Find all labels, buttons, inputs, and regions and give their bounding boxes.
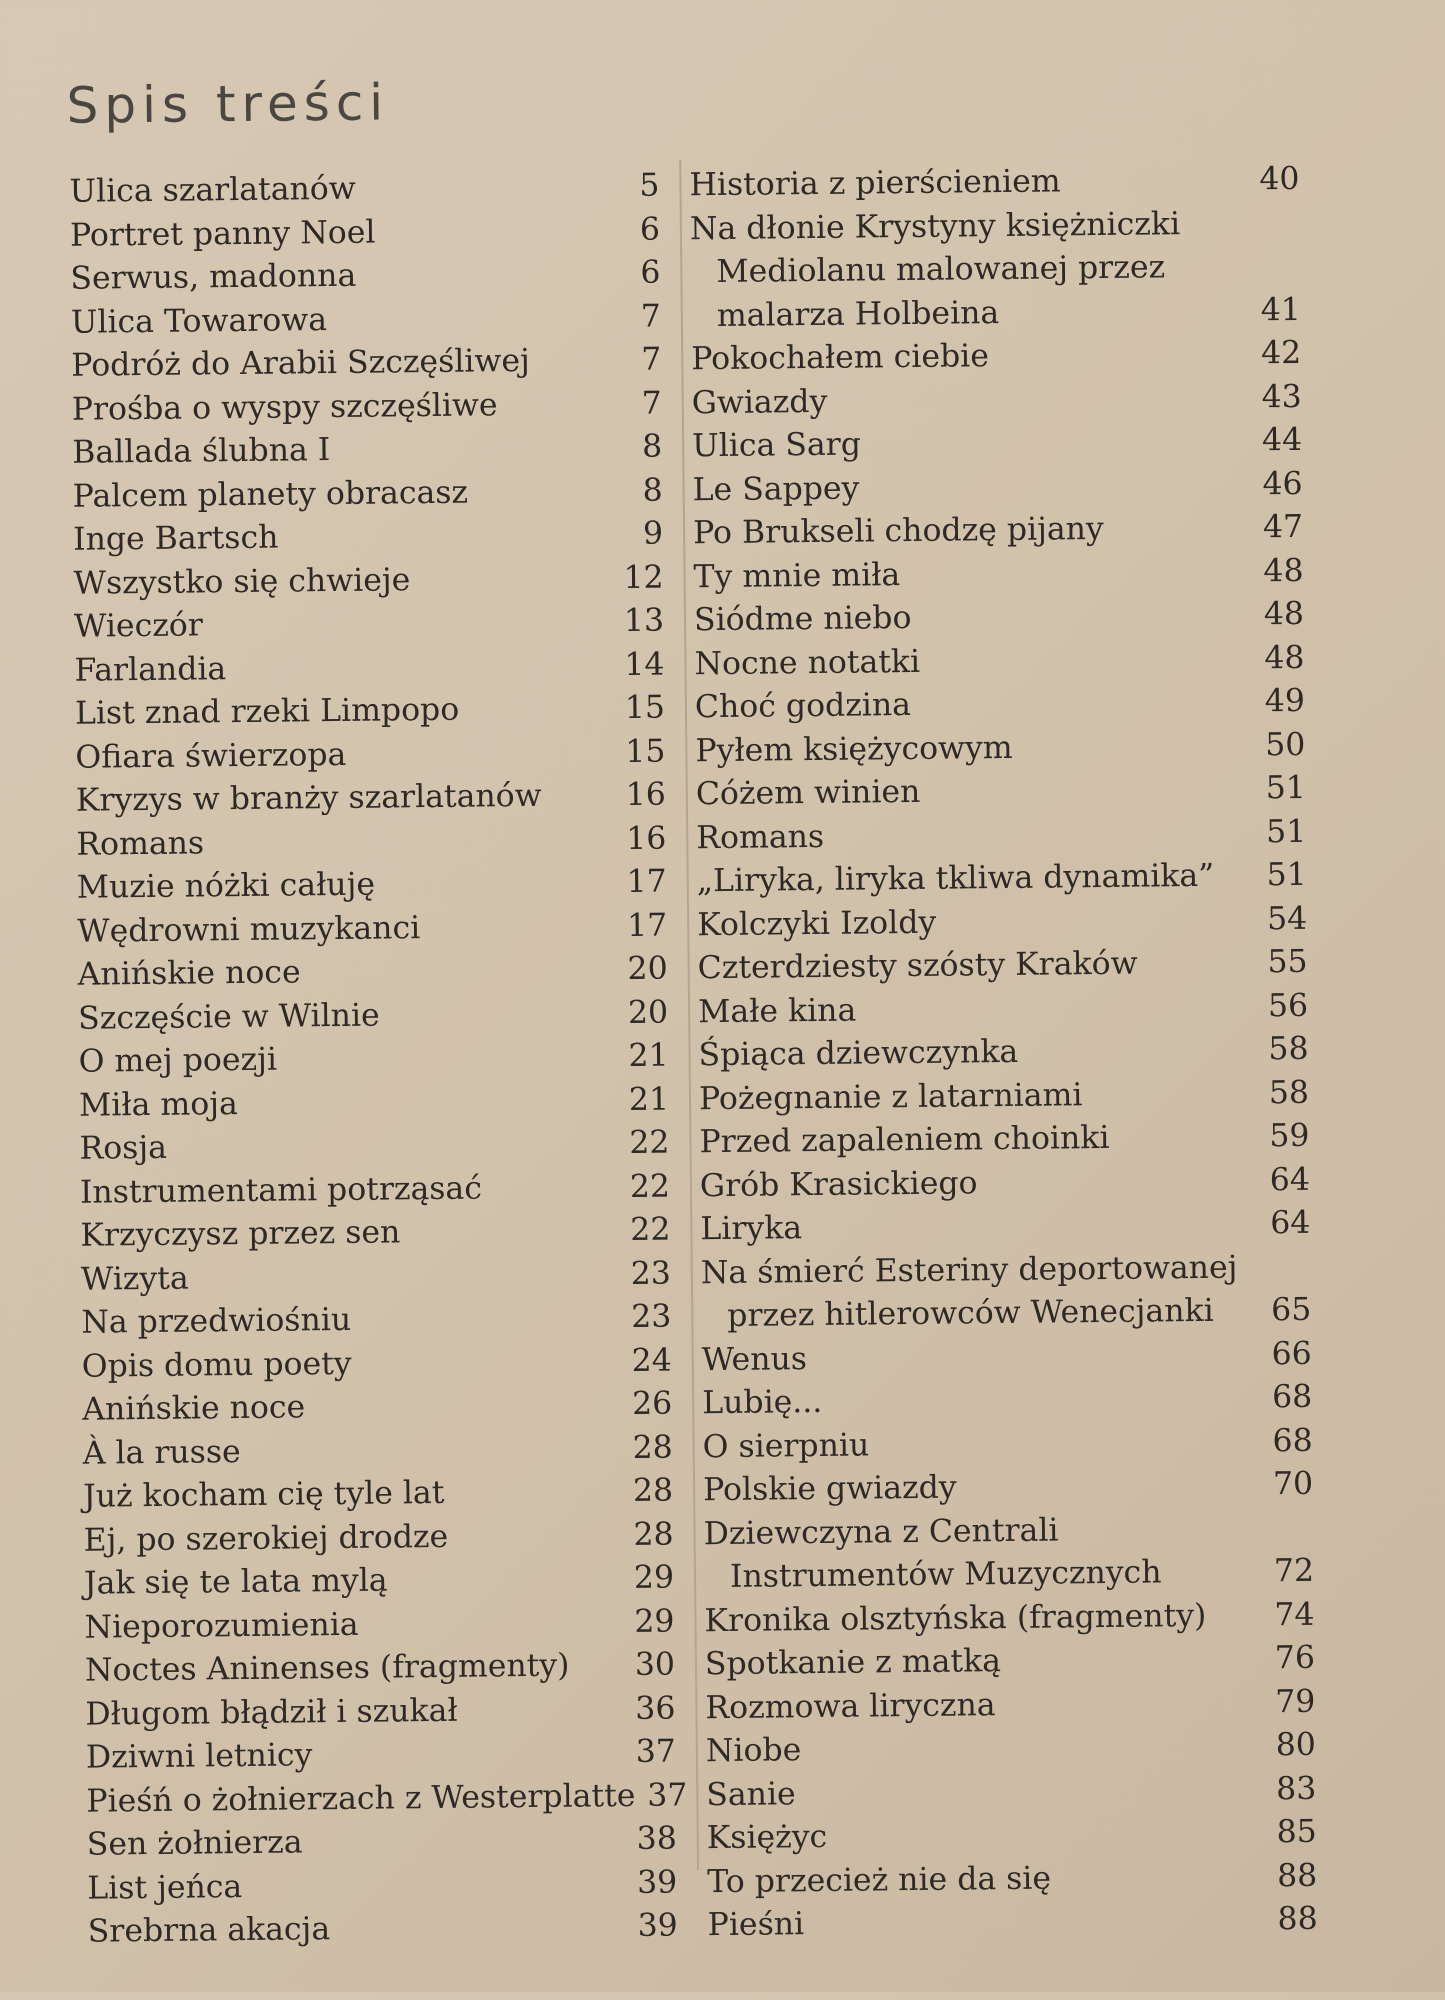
toc-entry-title: Krzyczysz przez sen [80,1214,401,1254]
toc-entry [75,730,665,780]
toc-entry-title: Noctes Aninenses (fragmenty) [84,1647,570,1689]
toc-entry [703,1506,1314,1599]
toc-entry-page: 14 [624,646,665,683]
toc-entry-title: Małe kina [697,992,857,1030]
toc-entry-title: Ballada ślubna I [72,432,331,471]
toc-entry [690,201,1301,338]
toc-entry-title: Wenus [701,1340,808,1378]
toc-entry-page: 37 [647,1776,688,1814]
toc-entry-page: 8 [642,472,663,509]
toc-entry [707,1898,1317,1948]
toc-entry-page: 21 [628,1081,670,1118]
toc-entry-title: Sen żołnierza [86,1824,303,1863]
toc-entry-title: Romans [696,818,825,856]
toc-entry [76,817,666,867]
toc-entry [82,1383,672,1433]
toc-entry-title: Kryzys w branży szarlatanów [75,777,542,819]
toc-entry-page: 30 [634,1646,676,1683]
toc-entry-title: Pokochałem ciebie [691,338,990,378]
toc-entry-page: 26 [631,1385,673,1422]
toc-entry-title: Pieśń o żołnierzach z Westerplatte [86,1777,636,1820]
toc-entry-page: 36 [635,1690,676,1727]
toc-entry-title: Śpiąca dziewczynka [698,1033,1019,1074]
toc-entry-title: Ulica Sarg [692,426,862,465]
toc-entry [698,984,1308,1034]
toc-entry [81,1252,671,1302]
toc-entry [80,1209,670,1259]
toc-entry-page: 22 [630,1211,671,1248]
toc-entry [692,419,1302,469]
toc-entry-page: 44 [1261,421,1303,459]
toc-entry-page: 17 [626,863,667,900]
toc-entry-page: 85 [1276,1813,1317,1851]
toc-entry-page: 65 [1270,1291,1312,1329]
toc-entry-page: 64 [1269,1161,1311,1198]
toc-entry-title: Cóżem winien [695,773,921,813]
toc-entry-title: Wieczór [73,607,204,645]
toc-entry-title: Muzie nóżki całuję [76,866,376,906]
toc-entry-title-line: Dziewczyna z Centrali [703,1511,1059,1552]
toc-entry [707,1854,1317,1904]
toc-column-left [69,165,688,1955]
toc-entry [74,643,664,693]
toc-entry [697,897,1307,947]
toc-entry-page: 58 [1268,1030,1309,1068]
toc-entry-title: List jeńca [87,1868,243,1907]
toc-entry-title: Ulica szarlatanów [69,170,356,210]
toc-entry-page: 41 [1260,291,1301,328]
toc-entry [72,426,662,476]
toc-entry [700,1202,1310,1252]
toc-entry-page: 59 [1269,1117,1310,1155]
toc-entry [85,1687,675,1737]
toc-entry-page: 17 [626,907,668,944]
toc-entry-title: Serwus, madonna [70,257,357,297]
toc-entry [697,854,1307,904]
toc-entry-page: 68 [1271,1378,1313,1416]
toc-entry [693,549,1303,599]
toc-entry-page: 68 [1272,1422,1313,1459]
toc-entry [705,1680,1315,1730]
toc-entry-page: 46 [1262,465,1303,502]
toc-entry-title: Niobe [705,1732,802,1770]
toc-entry [73,513,663,563]
toc-entry-page: 79 [1275,1683,1316,1720]
toc-entry-title: Polskie gwiazdy [702,1469,957,1509]
toc-entry [86,1774,688,1824]
toc-entry-page: 22 [629,1124,670,1161]
toc-entry-page: 9 [642,515,664,552]
toc-entry-page: 47 [1262,508,1304,546]
toc-entry-title [701,1246,1260,1339]
toc-entry-title: Romans [76,824,205,863]
toc-entry-title: Nieporozumienia [84,1606,359,1646]
toc-entry-page: 48 [1264,639,1305,676]
toc-entry-page: 8 [641,428,663,465]
toc-entry-title: À la russe [82,1433,241,1472]
toc-entry [82,1339,672,1389]
toc-entry [85,1644,675,1694]
toc-entry-title: Podróż do Arabii Szczęśliwej [71,342,530,384]
toc-entry-page: 80 [1275,1726,1317,1764]
toc-entry-title: Długom błądził i szukał [85,1692,458,1733]
toc-entry-page: 20 [627,950,668,987]
toc-entry-page: 49 [1264,682,1306,720]
toc-entry [69,165,659,215]
toc-entry-title: Nocne notatki [694,643,921,682]
toc-entry-title-line: przez hitlerowców Wenecjanki [727,1292,1214,1334]
toc-entry-title: Inge Bartsch [72,519,279,558]
toc-entry-page: 50 [1265,726,1306,763]
toc-entry-page: 72 [1273,1552,1315,1590]
toc-entry-title: Czterdziesty szósty Kraków [697,945,1138,987]
toc-entry [691,332,1301,382]
toc-entry-page: 39 [636,1863,678,1901]
toc-entry [693,506,1303,556]
toc-entry-page: 51 [1265,769,1306,807]
toc-entry-page: 51 [1266,856,1307,894]
toc-entry-page: 6 [640,254,661,291]
toc-entry-title: Historia z pierścieniem [689,163,1061,204]
toc-entry-page: 70 [1272,1465,1314,1503]
toc-entry-page: 22 [629,1168,671,1205]
toc-entry [88,1904,678,1954]
toc-entry-title: O mej poezji [78,1041,278,1080]
toc-entry [696,767,1306,817]
toc-entry [695,723,1305,773]
toc-entry [77,948,667,998]
toc-entry [83,1513,673,1563]
toc-entry-page: 66 [1271,1335,1312,1372]
toc-entry-title: Dziwni letnicy [85,1737,313,1776]
toc-entry-page: 55 [1267,943,1308,981]
toc-entry-title: Sanie [706,1775,796,1813]
toc-entry [84,1600,674,1650]
toc-entry-page: 54 [1266,900,1308,937]
toc-entry [78,1035,668,1085]
toc-entry-title: Choć godzina [694,686,912,726]
toc-entry [697,941,1307,991]
toc-entry-title: Grób Krasickiego [699,1164,978,1204]
toc-entry-title: Anińskie noce [82,1389,306,1428]
toc-entry-title: Siódme niebo [693,599,912,639]
toc-entry-page: 28 [632,1429,673,1466]
toc-entry-title: Srebrna akacja [87,1911,331,1950]
toc-entry-title: Wizyta [80,1260,189,1298]
toc-entry-title: Prośba o wyspy szczęśliwe [71,386,498,428]
toc-entry [705,1637,1315,1687]
toc-entry-page: 24 [631,1342,672,1379]
toc-entry-title: Już kocham cię tyle lat [82,1474,445,1515]
toc-entry-page: 16 [625,776,667,813]
toc-entry-title: Wędrowni muzykanci [77,909,421,950]
toc-entry-page: 58 [1268,1074,1310,1111]
toc-entry [72,382,662,432]
toc-entry-title: Księżyc [706,1818,828,1857]
toc-entry-page: 21 [628,1037,669,1074]
toc-entry-page: 6 [639,211,661,248]
toc-entry [706,1724,1316,1774]
toc-entry-page: 38 [636,1820,677,1857]
toc-entry [71,295,661,345]
toc-entry [84,1557,674,1607]
toc-entry [73,556,663,606]
toc-entry-title: Gwiazdy [691,383,828,421]
toc-entry [703,1463,1313,1513]
toc-entry-title: Wszystko się chwieje [73,561,411,602]
toc-entry-page: 40 [1259,160,1300,198]
toc-entry [699,1115,1309,1165]
toc-entry-page: 16 [626,820,667,857]
toc-entry-page: 7 [641,385,662,422]
toc-entry [77,861,667,911]
toc-entry-title: Jak się te lata mylą [83,1562,388,1602]
toc-entry-title: Pyłem księżycowym [695,729,1013,769]
toc-entry-title: Pieśni [707,1906,805,1944]
toc-entry-page: 37 [635,1733,677,1770]
toc-entry [698,1028,1308,1078]
toc-entry [79,1078,669,1128]
toc-entry-title: Opis domu poety [81,1345,352,1385]
toc-entry-title: O sierpniu [702,1426,870,1465]
toc-entry-title: Portret panny Noel [69,214,376,254]
toc-entry [70,208,660,258]
toc-entry [79,1122,669,1172]
toc-entry-page: 5 [639,167,660,204]
toc-entry [702,1332,1312,1382]
toc-entry-title: Instrumentami potrząsać [79,1170,483,1211]
toc-entry-title: Palcem planety obracasz [72,474,469,515]
toc-entry [81,1296,671,1346]
toc-entry-title-line: Na śmierć Esteriny deportowanej [700,1249,1238,1291]
toc-entry-page: 88 [1277,1900,1318,1938]
page-title: Spis treści [66,73,390,135]
toc-entry [71,339,661,389]
toc-entry-page: 28 [632,1472,674,1509]
toc-entry [694,636,1304,686]
toc-entry [70,252,660,302]
toc-entry [76,774,666,824]
toc-entry-title [690,202,1249,338]
toc-entry-title: Na przedwiośniu [81,1301,352,1341]
toc-entry-title: Przed zapaleniem choinki [699,1119,1110,1161]
toc-entry [694,593,1304,643]
toc-entry-page: 20 [627,994,669,1031]
toc-entry-page: 12 [623,559,664,596]
toc-entry-title: Ofiara świerzopa [75,736,347,776]
toc-entry-title: Kolczyki Izoldy [697,904,937,943]
toc-entry [704,1593,1314,1643]
toc-entry-page: 64 [1270,1204,1311,1242]
toc-entry [83,1470,673,1520]
toc-entry-page: 42 [1260,334,1302,372]
toc-entry-title: Po Brukseli chodzę pijany [692,510,1104,552]
toc-entry-title: „Liryka, liryka tkliwa dynamika” [696,857,1215,900]
toc-entry-page: 7 [641,341,662,378]
toc-entry-title: To przecież nie da się [707,1860,1052,1900]
toc-entry-title: Ulica Towarowa [70,301,328,341]
toc-entry [707,1811,1317,1861]
toc-entry-title: Pożegnanie z latarniami [698,1076,1083,1117]
toc-entry-title: Kronika olsztyńska (fragmenty) [704,1597,1207,1639]
toc-entry [77,904,667,954]
toc-entry-page: 39 [637,1907,678,1944]
toc-entry-title-line: Na dłonie Krystyny księżniczki [689,205,1181,247]
toc-entry [699,1071,1309,1121]
toc-entry [702,1376,1312,1426]
toc-entry-title: Rozmowa liryczna [705,1686,996,1726]
toc-entry [75,687,665,737]
toc-entry-title [703,1507,1262,1600]
toc-entry [87,1861,677,1911]
toc-entry-title: Lubię... [702,1383,823,1422]
toc-entry [692,375,1302,425]
toc-entry [82,1426,672,1476]
toc-entry [86,1731,676,1781]
toc-entry-title: Rosja [79,1129,168,1167]
toc-entry-page: 15 [624,689,666,726]
toc-entry-page: 43 [1261,378,1302,415]
toc-entry [87,1817,677,1867]
toc-entry-title: Le Sappey [692,470,860,508]
toc-entry-title-line: Instrumentów Muzycznych [729,1554,1162,1595]
toc-entry [692,462,1302,512]
toc-entry-page: 88 [1276,1857,1318,1894]
toc-entry-title: Ej, po szerokiej drodze [83,1518,449,1559]
toc-entry-page: 29 [633,1559,675,1596]
toc-entry-page: 74 [1274,1596,1315,1633]
toc-entry [695,680,1305,730]
toc-entry-title: Ty mnie miła [693,556,901,595]
toc-entry-page: 15 [625,733,666,770]
toc-entry-title: List znad rzeki Limpopo [74,691,460,732]
toc-entry [700,1158,1310,1208]
toc-entry [74,600,664,650]
toc-entry-page: 48 [1263,595,1305,633]
toc-entry-page: 51 [1265,813,1307,850]
toc-entry-page: 13 [623,602,665,639]
toc-entry-title-line: Mediolanu malowanej przez [716,249,1166,290]
toc-entry-title: Farlandia [74,650,227,689]
toc-entry-title-line: malarza Holbeina [716,294,1000,334]
toc-entry-page: 56 [1267,987,1309,1024]
toc-entry [706,1767,1316,1817]
toc-entry [72,469,662,519]
toc-entry-page: 23 [630,1255,672,1292]
toc-entry-page: 23 [631,1298,672,1335]
toc-column-right [689,158,1318,1948]
toc-entry [80,1165,670,1215]
toc-entry-page: 48 [1263,552,1304,589]
toc-entry-title: Anińskie noce [77,954,301,993]
toc-entry [702,1419,1312,1469]
toc-entry-title: Szczęście w Wilnie [77,997,380,1037]
toc-entry [689,158,1299,208]
toc-entry [78,991,668,1041]
toc-entry-page: 76 [1274,1639,1316,1677]
toc-entry-page: 29 [634,1603,675,1640]
toc-entry-title: Miła moja [78,1085,238,1124]
toc-entry-page: 83 [1276,1770,1317,1807]
toc-entry [696,810,1306,860]
toc-entry-page: 28 [633,1516,674,1553]
toc-entry-title: Liryka [700,1210,803,1248]
toc-entry-title: Spotkanie z matką [704,1643,1002,1683]
toc-entry-page: 7 [640,298,662,335]
toc-entry [701,1245,1312,1338]
